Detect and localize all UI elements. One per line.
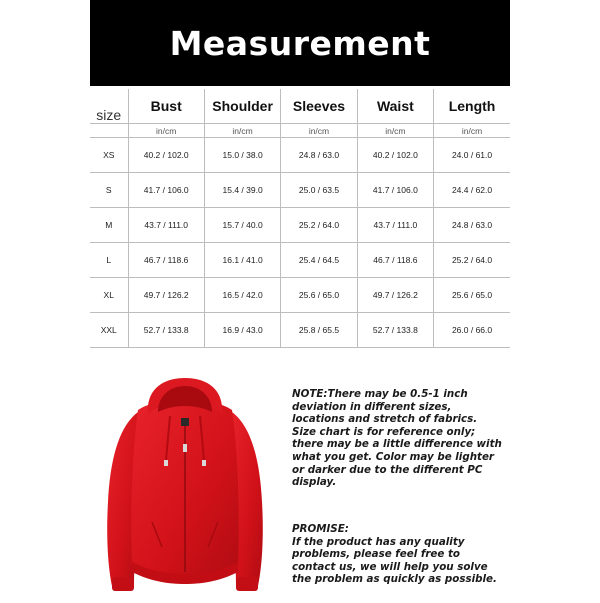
- table-cell: 52.7 / 133.8: [128, 313, 204, 348]
- table-cell: 25.6 / 65.0: [434, 278, 510, 313]
- table-cell: 26.0 / 66.0: [434, 313, 510, 348]
- table-cell: 25.6 / 65.0: [281, 278, 357, 313]
- table-cell: 41.7 / 106.0: [128, 173, 204, 208]
- unit-row: [90, 124, 510, 138]
- table-cell: 25.2 / 64.0: [281, 208, 357, 243]
- table-cell: 24.4 / 62.0: [434, 173, 510, 208]
- size-cell: S: [90, 173, 128, 208]
- size-cell: XS: [90, 138, 128, 173]
- table-cell: 15.4 / 39.0: [204, 173, 280, 208]
- size-chart-table: [90, 89, 510, 348]
- table-cell: 15.0 / 38.0: [204, 138, 280, 173]
- column-header-sleeves: Sleeves: [281, 89, 357, 124]
- unit-label: in/cm: [204, 124, 280, 138]
- table-cell: 40.2 / 102.0: [128, 138, 204, 173]
- table-cell: 16.1 / 41.0: [204, 243, 280, 278]
- table-cell: 25.2 / 64.0: [434, 243, 510, 278]
- table-cell: 49.7 / 126.2: [128, 278, 204, 313]
- promise-label: PROMISE:: [292, 523, 349, 535]
- table-row: [90, 313, 510, 348]
- unit-label: in/cm: [128, 124, 204, 138]
- size-note: NOTE:There may be 0.5-1 inch deviation in different sizes, locations and stretch of fabrics. Size chart is for reference only; there may be a little difference with what you get. Color may be lighter or darker due to the different PC display.: [292, 388, 502, 489]
- size-column-header: size: [90, 89, 128, 124]
- table-row: [90, 243, 510, 278]
- header-banner: [90, 0, 510, 86]
- size-cell: M: [90, 208, 128, 243]
- size-cell: XL: [90, 278, 128, 313]
- table-cell: 43.7 / 111.0: [357, 208, 433, 243]
- table-cell: 24.0 / 61.0: [434, 138, 510, 173]
- table-cell: 25.8 / 65.5: [281, 313, 357, 348]
- table-row: [90, 278, 510, 313]
- promise-text: If the product has any quality problems, please feel free to contact us, we will help you solve the problem as quickly as possible.: [292, 535, 497, 586]
- unit-blank-cell: [90, 124, 128, 138]
- table-cell: 15.7 / 40.0: [204, 208, 280, 243]
- table-cell: 46.7 / 118.6: [128, 243, 204, 278]
- size-cell: XXL: [90, 313, 128, 348]
- table-cell: 43.7 / 111.0: [128, 208, 204, 243]
- product-image: [100, 372, 270, 598]
- table-cell: 25.0 / 63.5: [281, 173, 357, 208]
- table-cell: 52.7 / 133.8: [357, 313, 433, 348]
- table-row: [90, 208, 510, 243]
- column-header-bust: Bust: [128, 89, 204, 124]
- promise-section: [292, 523, 504, 586]
- table-cell: 25.4 / 64.5: [281, 243, 357, 278]
- unit-label: in/cm: [357, 124, 433, 138]
- table-cell: 24.8 / 63.0: [434, 208, 510, 243]
- red-hooded-jacket-icon: [100, 372, 270, 598]
- table-cell: 41.7 / 106.0: [357, 173, 433, 208]
- table-cell: 16.5 / 42.0: [204, 278, 280, 313]
- table-cell: 46.7 / 118.6: [357, 243, 433, 278]
- column-header-length: Length: [434, 89, 510, 124]
- table-cell: 49.7 / 126.2: [357, 278, 433, 313]
- size-cell: L: [90, 243, 128, 278]
- unit-label: in/cm: [434, 124, 510, 138]
- table-cell: 24.8 / 63.0: [281, 138, 357, 173]
- page-title: Measurement: [169, 23, 431, 63]
- table-cell: 16.9 / 43.0: [204, 313, 280, 348]
- table-cell: 40.2 / 102.0: [357, 138, 433, 173]
- table-row: [90, 138, 510, 173]
- table-header-row: [90, 89, 510, 124]
- column-header-waist: Waist: [357, 89, 433, 124]
- column-header-shoulder: Shoulder: [204, 89, 280, 124]
- unit-label: in/cm: [281, 124, 357, 138]
- table-row: [90, 173, 510, 208]
